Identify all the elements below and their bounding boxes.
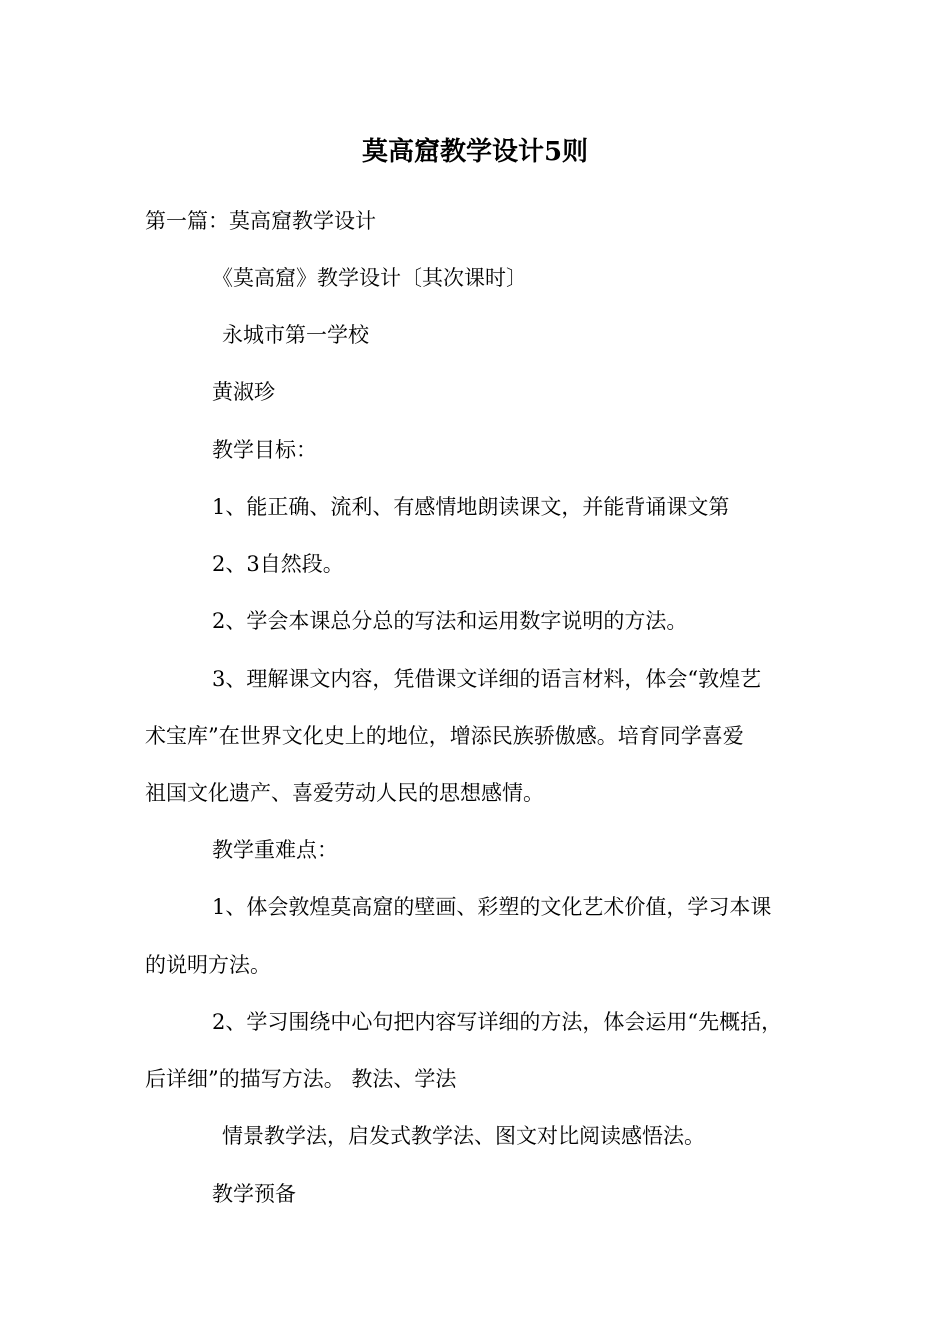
paragraph-line: 祖国文化遗产、喜爱劳动人民的思想感情。 <box>145 781 544 805</box>
paragraph-line: 的说明方法。 <box>145 953 271 977</box>
paragraph-line: 1、能正确、流利、有感情地朗读课文，并能背诵课文第 <box>212 495 730 519</box>
section-heading: 第一篇：莫高窟教学设计 <box>145 209 376 233</box>
paragraph-line: 2、3自然段。 <box>212 552 344 576</box>
lesson-title: 《莫高窟》教学设计〔其次课时〕 <box>212 266 527 290</box>
paragraph-line: 术宝库”在世界文化史上的地位，增添民族骄傲感。培育同学喜爱 <box>145 724 744 748</box>
objectives-heading: 教学目标： <box>212 438 317 462</box>
paragraph-line: 情景教学法，启发式教学法、图文对比阅读感悟法。 <box>222 1124 705 1148</box>
document-title: 莫高窟教学设计5则 <box>361 137 589 167</box>
paragraph-line: 2、学会本课总分总的写法和运用数字说明的方法。 <box>212 609 688 633</box>
author-name: 黄淑珍 <box>212 380 275 404</box>
paragraph-line: 1、体会敦煌莫高窟的壁画、彩塑的文化艺术价值，学习本课 <box>212 895 772 919</box>
paragraph-line: 后详细”的描写方法。 教法、学法 <box>145 1067 457 1091</box>
paragraph-line: 2、学习围绕中心句把内容写详细的方法，体会运用“先概括， <box>212 1010 783 1034</box>
paragraph-line: 3、理解课文内容，凭借课文详细的语言材料，体会“敦煌艺 <box>212 667 762 691</box>
preparation-heading: 教学预备 <box>212 1182 296 1206</box>
key-points-heading: 教学重难点： <box>212 838 338 862</box>
school-name: 永城市第一学校 <box>222 323 369 347</box>
